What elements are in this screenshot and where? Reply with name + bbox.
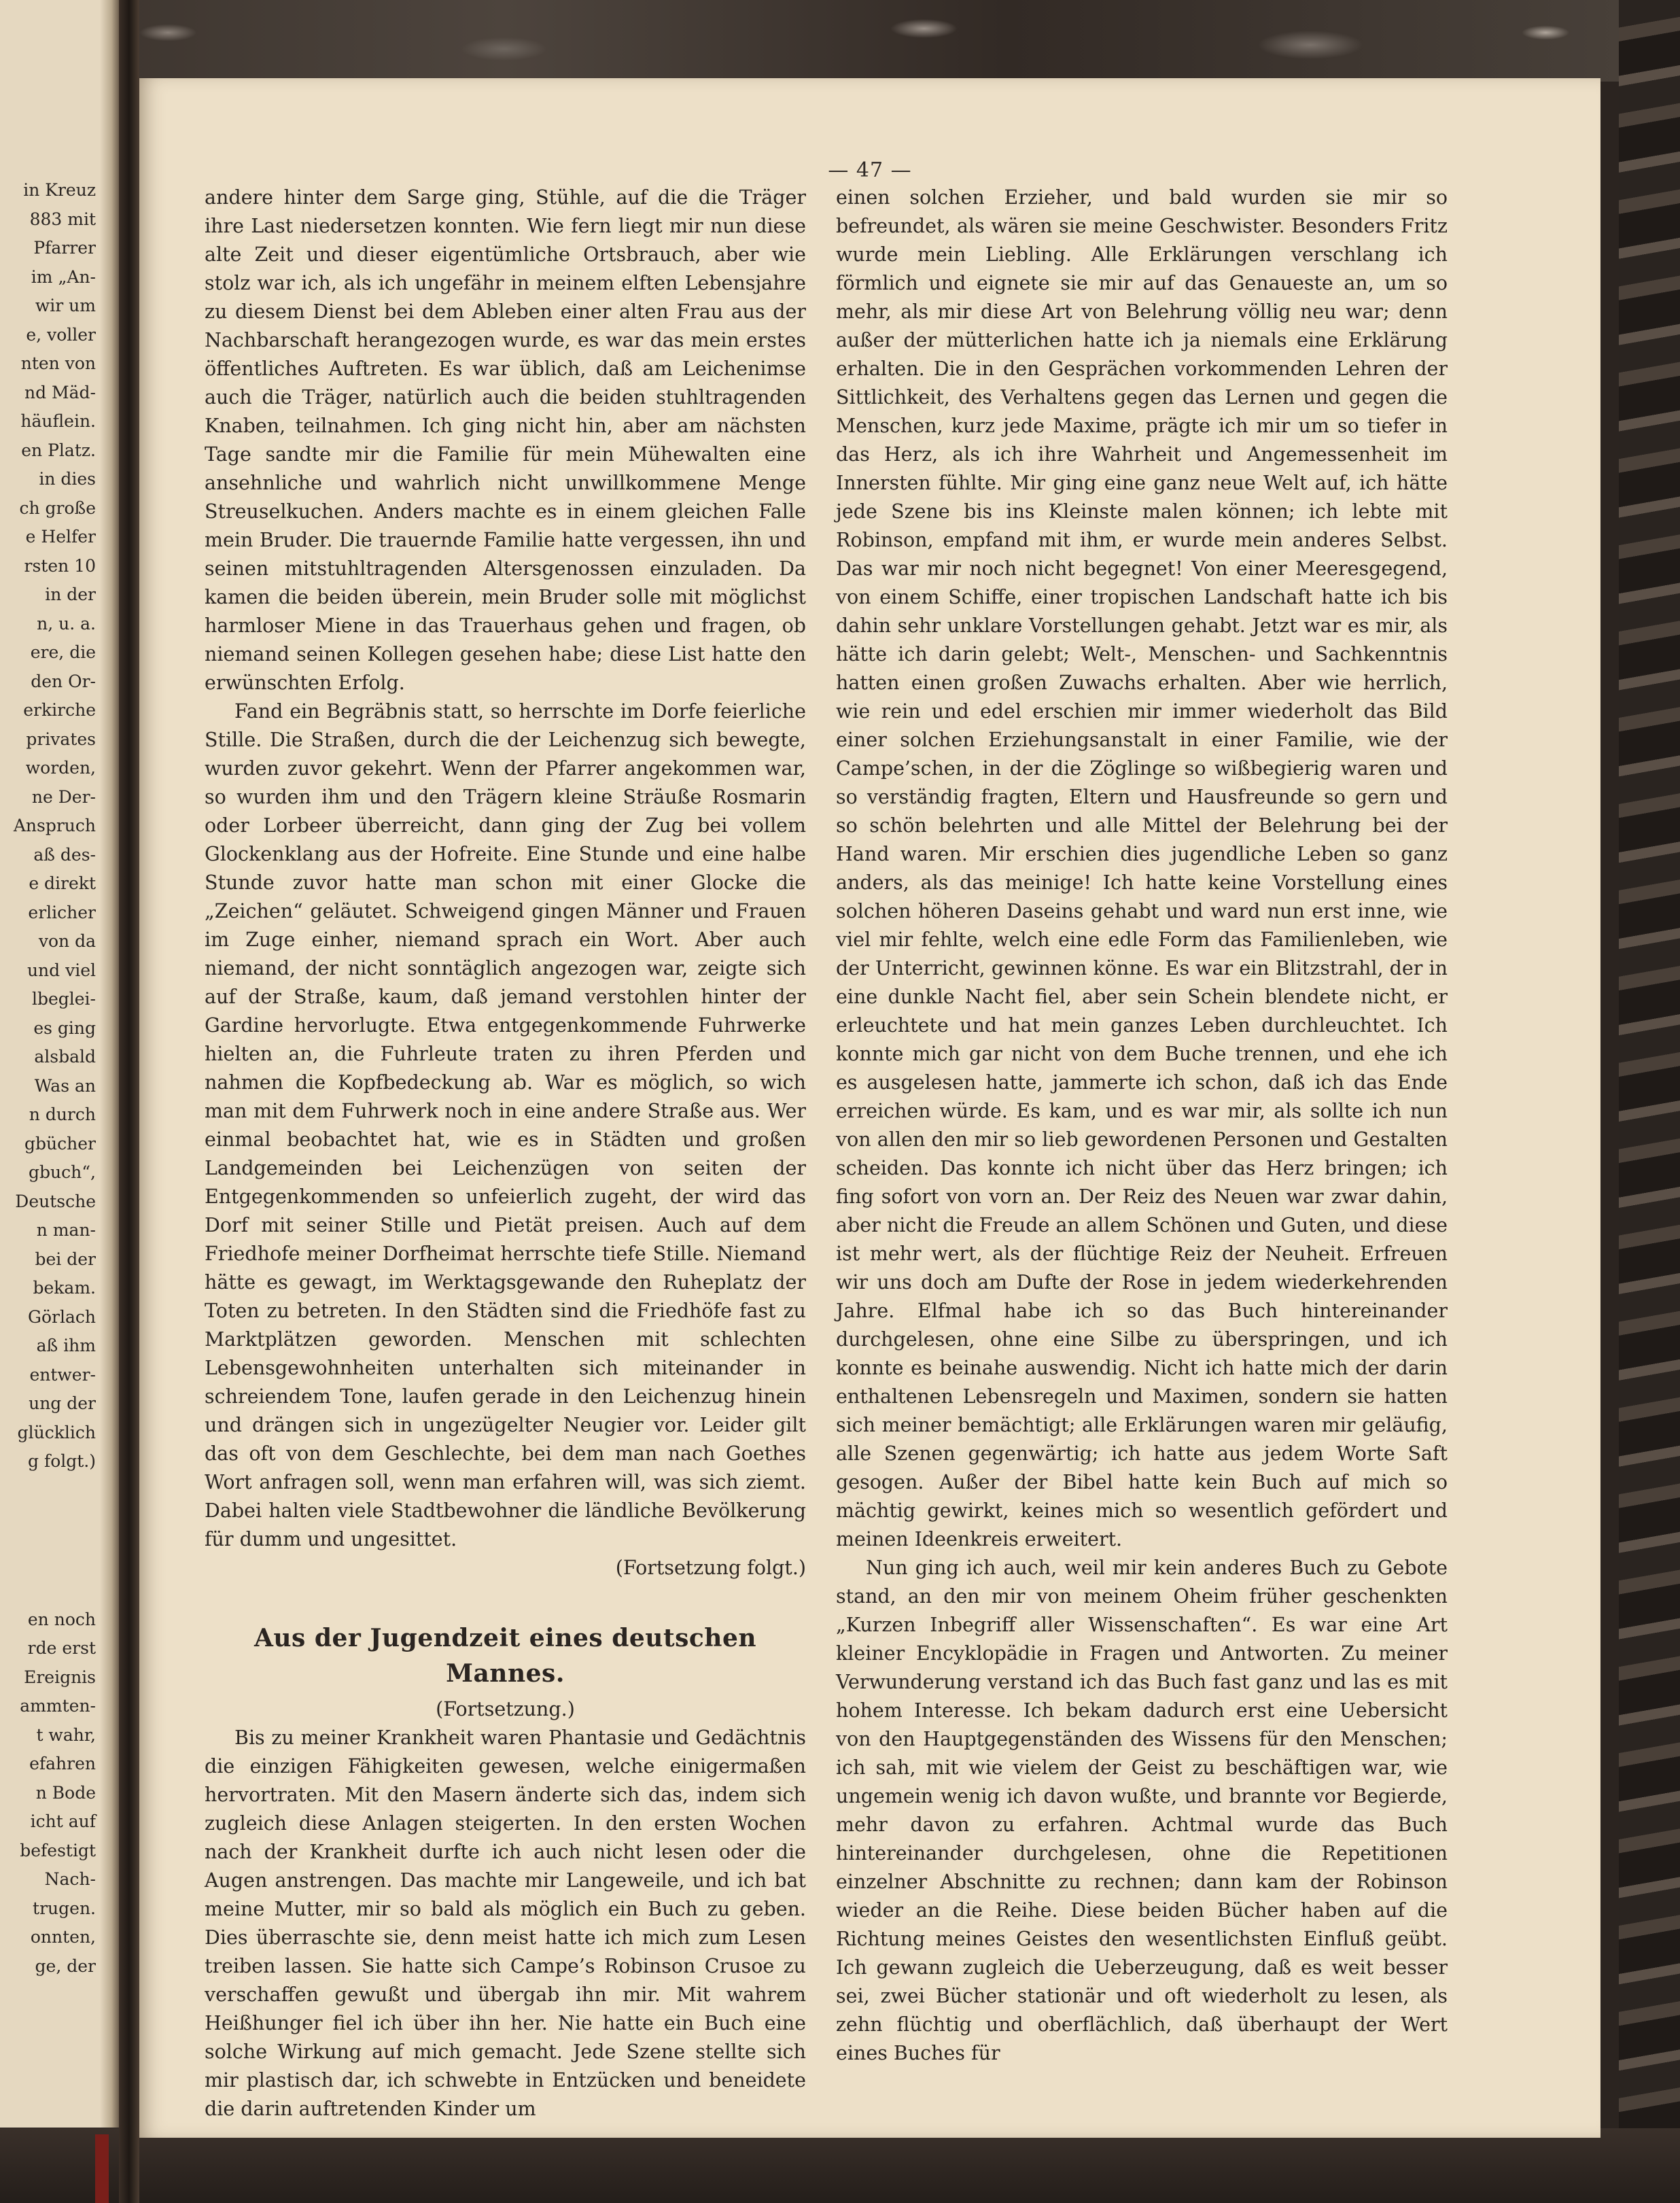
bookmark-ribbon (95, 2134, 109, 2203)
left-page-text-fragment: 883 mit (29, 209, 96, 229)
left-page-text-fragment: befestigt (20, 1840, 96, 1860)
left-page-text-fragment: Pfarrer (33, 238, 96, 258)
left-page-text-fragment: n Bode (35, 1782, 96, 1803)
left-page-text-fragment: n durch (29, 1105, 96, 1124)
left-page-text-fragment: lbeglei- (31, 989, 96, 1009)
text-column-left (205, 184, 806, 2123)
page-number: — 47 — (828, 158, 912, 182)
left-page-text-fragment: e direkt (29, 873, 96, 893)
marbled-edge-right (1619, 0, 1680, 2203)
left-page-text-fragment: e, voller (26, 324, 96, 345)
left-page-text-fragment: t wahr, (36, 1724, 96, 1745)
left-page-text-fragment: icht auf (30, 1811, 96, 1831)
left-page-text-fragment: ere, die (30, 642, 96, 662)
paragraph: einen solchen Erzieher, und bald wurden sie mir so befreundet, als wären sie meine Geschwister. Besonders Fritz wurde mein Liebling. Alle Erklärungen verschlang ich förmlich und eignete sie mir auf das Genaueste an, um so mehr, als mir diese Art von Belehrung völlig neu war; denn außer der mütterlichen hatte ich ja niemals eine Erklärung erhalten. Die in den Gesprächen vorkommenden Lehren der Sittlichkeit, des Verhaltens gegen das Lernen und gegen die Menschen, kurz jede Maxime, prägte ich mir um so tiefer in das Herz, als ich ihre Wahrheit und Angemessenheit im Innersten fühlte. Mir ging eine ganz neue Welt auf, ich hätte jede Szene bis ins Kleinste malen können; ich lebte mit Robinson, empfand mit ihm, er wurde mein anderes Selbst. Das war mir noch nicht begegnet! Von einer Meeresgegend, von einem Schiffe, einer tropischen Landschaft hatte ich bis dahin sehr unklare Vorstellungen gehabt. Jetzt war es mir, als hätte ich darin gelebt; Welt-, Menschen- und Sachkenntnis hatten einen großen Zuwachs erhalten. Aber wie herrlich, wie rein und edel erschien mir immer wiederholt das Bild einer solchen Erziehungsanstalt in einer Familie, wie der Campe’schen, in der die Zöglinge so wißbegierig waren und so verständig fragten, Eltern und Hausfreunde so gern und so schön belehrten und alle Mittel der Belehrung bei der Hand waren. Mir erschien dies jugendliche Leben so ganz anders, als das meinige! Ich hatte keine Vorstellung eines solchen höheren Daseins gehabt und ward nun erst inne, wie viel mir fehlte, welch eine edle Form das Familienleben, wie der Unterricht, gewinnen könne. Es war ein Blitzstrahl, der in eine dunkle Nacht fiel, aber sein Schein blendete nicht, er erleuchtete und hat mein ganzes Leben durchleuchtet. Ich konnte mich gar nicht von dem Buche trennen, und ehe ich es ausgelesen hatte, jammerte ich schon, daß ich das Ende erreichen würde. Es kam, und es war mir, als sollte ich nun von allen den mir so lieb gewordenen Personen und Gestalten scheiden. Das konnte ich nicht über das Herz bringen; ich fing sofort von vorn an. Der Reiz des Neuen war zwar dahin, aber nicht die Freude an allem Schönen und Guten, und diese ist mehr wert, als der flüchtige Reiz der Neuheit. Erfreuen wir uns doch am Dufte der Rose in jedem wiederkehrenden Jahre. Elfmal habe ich so das Buch hintereinander durchgelesen, ohne eine Silbe zu überspringen, und ich konnte es beinahe auswendig. Nicht ich hatte mich der darin enthaltenen Lebensregeln und Maximen, sondern sie hatten sich meiner bemächtigt; alle Erklärungen waren mir geläufig, alle Szenen gegenwärtig; ich hatte aus jedem Worte Saft gesogen. Außer der Bibel hatte kein Buch auf mich so mächtig gewirkt, keines mich so wesentlich gefördert und meinen Ideenkreis erweitert. (836, 186, 1448, 1550)
left-page-text-fragment: gbücher (24, 1133, 96, 1153)
left-page-text-fragment: aß ihm (36, 1336, 96, 1355)
left-page-fragment (0, 0, 119, 2128)
left-page-text-fragment: ge, der (35, 1956, 96, 1976)
left-page-text-fragment: en Platz. (21, 440, 96, 460)
continuation-note: (Fortsetzung folgt.) (615, 1557, 806, 1579)
left-page-text-fragment: e Helfer (25, 527, 96, 547)
left-page-text-fragment: es ging (33, 1018, 96, 1038)
left-page-text-fragment: im „An- (31, 266, 96, 287)
left-page-text-fragment: nten von (20, 353, 96, 373)
paragraph: Nun ging ich auch, weil mir kein anderes Buch zu Gebote stand, an den mir von meinem Oheim früher geschenkten „Kurzen Inbegriff aller Wissenschaften“. Es war eine Art kleiner Encyklopädie in Fragen und Antworten. Zu meiner Verwunderung verstand ich das Buch fast ganz und las es mit hohem Interesse. Ich bekam dadurch erst eine Uebersicht von den Hauptgegenständen des Wissens für den Menschen; ich sah, mit wie vielem der Geist zu beschäftigen war, wie ungemein wenig ich davon wußte, und brannte vor Begierde, mehr davon zu erfahren. Achtmal wurde das Buch hintereinander durchgelesen, ohne die Repetitionen einzelner Abschnitte zu rechnen; dann kam der Robinson wieder an die Reihe. Diese beiden Bücher haben auf die Richtung meines Geistes den wesentlichsten Einfluß geübt. Ich gewann zugleich die Ueberzeugung, daß es weit besser sei, zwei Bücher stationär und oft wiederholt zu lesen, als zehn flüchtig und oberflächlich, daß überhaupt der Wert eines Buches für (836, 1557, 1448, 2064)
left-page-text-fragment: Nach- (44, 1869, 96, 1889)
article-subheading: (Fortsetzung.) (436, 1698, 575, 1720)
left-page-text-fragment: n, u. a. (37, 613, 96, 634)
left-page-text-fragment: alsbald (34, 1047, 96, 1066)
left-page-text-fragment: wir um (35, 296, 96, 315)
marbled-edge-top (0, 0, 1680, 82)
left-page-text-fragment: Ereignis (24, 1667, 96, 1687)
article-heading: Aus der Jugendzeit eines deutschen Mannes. (253, 1624, 757, 1688)
left-page-text-fragment: worden, (25, 758, 96, 778)
left-page-text-fragment: Was an (34, 1075, 96, 1096)
left-page-text-fragment: Anspruch (13, 816, 96, 835)
left-page-text-fragment: erkirche (23, 700, 96, 720)
left-page-text-fragment: ung der (29, 1393, 96, 1413)
left-page-text-fragment: ammten- (20, 1696, 96, 1716)
left-page-text-fragment: efahren (29, 1754, 96, 1773)
left-page-text-fragment: häuflein. (20, 411, 96, 431)
left-page-text-fragment: en noch (27, 1609, 96, 1629)
left-page-text-fragment: in Kreuz (23, 180, 96, 200)
book-page (139, 78, 1600, 2138)
left-page-text-fragment: ne Der- (31, 786, 96, 807)
left-page-text-fragment: entwer- (29, 1364, 96, 1385)
paragraph: andere hinter dem Sarge ging, Stühle, auf die die Träger ihre Last niedersetzen konnten. Wie fern liegt mir nun diese alte Zeit und dieser eigentümliche Ortsbrauch, aber wie stolz war ich, als ich ungefähr in meinem elften Lebensjahre zu diesem Dienst bei dem Ableben einer alten Frau aus der Nachbarschaft herangezogen wurde, es war das mein erstes öffentliches Auftreten. Es war üblich, daß am Leichenimse auch die Träger, natürlich auch die beiden stuhltragenden Knaben, teilnahmen. Ich ging nicht hin, aber am nächsten Tage sandte mir die Familie für mein Mühewalten eine ansehnliche und wahrlich nicht unwillkommene Menge Streuselkuchen. Anders machte es in einem gleichen Falle mein Bruder. Die trauernde Familie hatte vergessen, ihn und seinen mitstuhltragenden Altersgenossen einzuladen. Da kamen die beiden überein, mein Bruder solle mit möglichst harmloser Miene in das Trauerhaus gehen und fragen, ob niemand seinen Kollegen gesehen habe; diese List hatte den erwünschten Erfolg. (205, 186, 806, 694)
left-page-text-fragment: von da (38, 931, 96, 951)
left-page-text-fragment: Görlach (28, 1306, 96, 1327)
left-page-gutter-shadow (100, 0, 119, 2128)
left-page-text-fragment: trugen. (33, 1898, 96, 1918)
left-page-text-fragment: n man- (36, 1220, 96, 1240)
left-page-text-fragment: bei der (35, 1249, 96, 1269)
left-page-text-fragment: und viel (27, 960, 96, 980)
left-page-text-fragment: bekam. (33, 1278, 96, 1298)
paragraph: Bis zu meiner Krankheit waren Phantasie und Gedächtnis die einzigen Fähigkeiten gewesen, welche einigermaßen hervortraten. Mit den Masern änderte sich das, indem sich zugleich diese Anlagen steigerten. In den ersten Wochen nach der Krankheit durfte ich auch nicht lesen oder die Augen anstrengen. Das machte mir Langeweile, und ich bat meine Mutter, mir so bald als möglich ein Buch zu geben. Dies überraschte sie, denn meist hatte ich mich zum Lesen treiben lassen. Sie hatte sich Campe’s Robinson Crusoe zu verschaffen gewußt und übergab ihn mir. Mit wahrem Heißhunger fiel ich über ihn her. Nie hatte ein Buch eine solche Wirkung auf mich gemacht. Jede Szene stellte sich mir plastisch dar, ich schwebte in Entzücken und beneidete die darin auftretenden Kinder um (205, 1727, 806, 2120)
left-page-text-fragment: den Or- (31, 671, 96, 691)
left-page-text-fragment: ch große (19, 498, 96, 518)
left-page-text-fragment: Deutsche (15, 1191, 96, 1211)
book-gutter (119, 0, 139, 2203)
left-page-text-fragment: onnten, (30, 1927, 96, 1947)
paragraph: Fand ein Begräbnis statt, so herrschte im Dorfe feierliche Stille. Die Straßen, durch die der Leichenzug sich bewegte, wurden zuvor gekehrt. Wenn der Pfarrer angekommen war, so wurden ihm und den Trägern kleine Sträuße Rosmarin oder Lorbeer überreicht, dann ging der Zug bei vollem Glockenklang aus der Hofreite. Eine Stunde und eine halbe Stunde zuvor hatte man schon mit einer Glocke die „Zeichen“ geläutet. Schweigend gingen Männer und Frauen im Zuge einher, niemand sprach ein Wort. Aber auch niemand, der nicht sonntäglich angezogen war, zeigte sich auf der Straße, kaum, daß jemand verstohlen hinter der Gardine hervorlugte. Etwa entgegenkommende Fuhrwerke hielten an, die Fuhrleute traten zu ihren Pferden und nahmen die Kopfbedeckung ab. War es möglich, so wich man mit dem Fuhrwerk noch in eine andere Straße aus. Wer einmal beobachtet hat, wie es in Städten und großen Landgemeinden bei Leichenzügen von seiten der Entgegenkommenden so unfeierlich zugeht, der wird das Dorf mit seiner Stille und Pietät preisen. Auch auf dem Friedhofe meiner Dorfheimat herrschte tiefe Stille. Niemand hätte es gewagt, im Werktagsgewande den Ruheplatz der Toten zu betreten. In den Städten sind die Friedhöfe fast zu Marktplätzen geworden. Menschen mit schlechten Lebensgewohnheiten unterhalten sich miteinander in schreiendem Tone, laufen gerade in den Leichenzug hinein und drängen sich in ungezügelter Neugier vor. Leider gilt das oft von dem Geschlechte, bei dem man nach Goethes Wort anfragen soll, wenn man erfahren will, was sich ziemt. Dabei halten viele Stadtbewohner die ländliche Bevölkerung für dumm und ungesittet. (205, 700, 806, 1550)
left-page-text-fragment: rde erst (27, 1638, 96, 1658)
left-page-text-fragment: privates (26, 729, 96, 749)
left-page-text-fragment: in der (45, 585, 96, 604)
left-page-text-fragment: erlicher (28, 902, 96, 922)
left-page-text-fragment: aß des- (33, 844, 96, 865)
left-page-text-fragment: rsten 10 (24, 555, 96, 576)
left-page-text-fragment: glücklich (17, 1422, 96, 1442)
left-page-text-fragment: nd Mäd- (24, 382, 96, 402)
left-page-text-fragment: gbuch“, (29, 1162, 96, 1182)
left-page-text-fragment: in dies (39, 469, 96, 489)
book-bottom-edge (0, 2128, 1680, 2203)
text-column-right (836, 184, 1448, 2068)
left-page-text-fragment: g folgt.) (28, 1451, 96, 1471)
